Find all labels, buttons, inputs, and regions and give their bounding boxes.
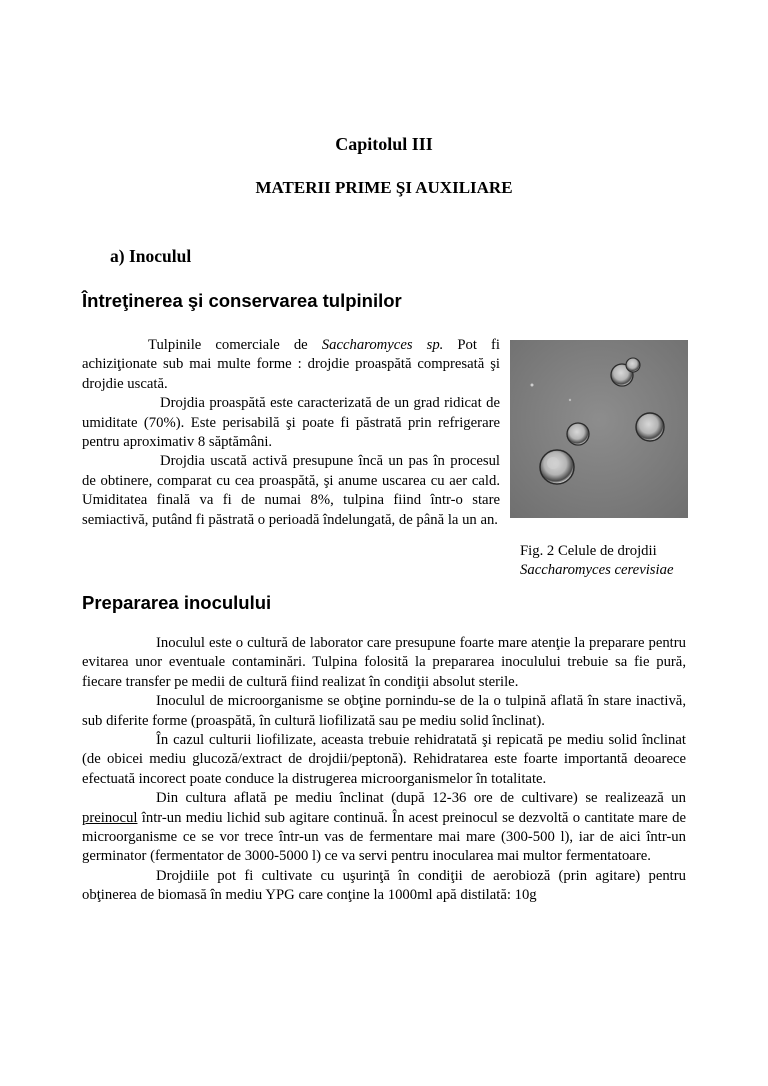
paragraph: În cazul culturii liofilizate, aceasta trebuie rehidratată şi repicată pe mediu solid înclinat (de obicei mediu glucoză/extract de drojdii/peptonă). Rehidratarea este foarte importantă deoarece efectuată incorect poate conduce la distrugerea microorganismelor în totalitate. — [82, 732, 686, 787]
paragraph — [82, 789, 686, 867]
figure-caption — [520, 542, 720, 581]
chapter-title: Capitolul III — [335, 134, 433, 154]
paragraph: Drojdia proaspătă este caracterizată de un grad ridicat de umiditate (70%). Este perisabilă şi poate fi păstrată prin refrigerare pentru aproximativ 8 săptămâni. — [82, 395, 500, 451]
underlined-term: preinocul — [82, 809, 138, 826]
yeast-cells-micrograph — [510, 340, 688, 518]
section-heading-maintenance: Întreţinerea şi conservarea tulpinilor — [82, 290, 402, 311]
species-name: Saccharomyces sp. — [321, 337, 444, 353]
paragraph: Inoculul de microorganisme se obţine pornindu-se de la o tulpină aflată în stare inactivă, sub diferite forme (proaspătă, în cultură liofilizată sau pe mediu solid înclinat). — [82, 693, 686, 729]
text-run: Pot fi achiziţionate sub mai multe forme : drojdie proaspătă compresată şi drojdie uscată. — [82, 337, 500, 392]
preparation-text — [82, 634, 686, 906]
text-run: Din cultura aflată pe mediu înclinat (după 12-36 ore de cultivare) se realizează un — [156, 790, 686, 807]
caption-species: Saccharomyces cerevisiae — [520, 562, 674, 579]
paragraph: Inoculul este o cultură de laborator care presupune foarte mare atenţie la preparare pentru evitarea unor eventuale contaminări. Tulpina folosită la prepararea inoculului trebuie sa fie pură, fiecare transfer pe medii de cultură fiind realizat în condiţii absolut sterile. — [82, 635, 686, 690]
section-heading-preparation: Prepararea inoculului — [82, 592, 272, 613]
caption-label: Fig. 2 Celule de drojdii — [520, 543, 657, 559]
text-run: într-un mediu lichid sub agitare continuă. În acest preinocul se dezvoltă o cantitate mare de microorganisme ce se vor trece într-un vas de fermentare mai mare (300-500 l), iar de aici într-un germinator (fermentator de 3000-5000 l) ce va servi pentru inocularea mai multor fermentatoare. — [82, 809, 686, 865]
text-run: Tulpinile comerciale de — [148, 337, 322, 353]
paragraph — [82, 336, 500, 394]
chapter-subtitle: MATERII PRIME ŞI AUXILIARE — [255, 178, 513, 197]
maintenance-text — [82, 336, 500, 530]
paragraph: Drojdiile pot fi cultivate cu uşurinţă în condiţii de aerobioză (prin agitare) pentru obţinerea de biomasă în mediu YPG care conţine la 1000ml apă distilată: 10g — [82, 867, 686, 904]
paragraph: Drojdia uscată activă presupune încă un pas în procesul de obtinere, comparat cu cea proaspătă, şi anume uscarea cu aer cald. Umiditatea finală va fi de numai 8%, tulpina fiind într-o stare semiactivă, putând fi păstrată o perioadă îndelungată, de până la un an. — [82, 453, 500, 528]
section-a-heading: a) Inoculul — [110, 246, 192, 266]
